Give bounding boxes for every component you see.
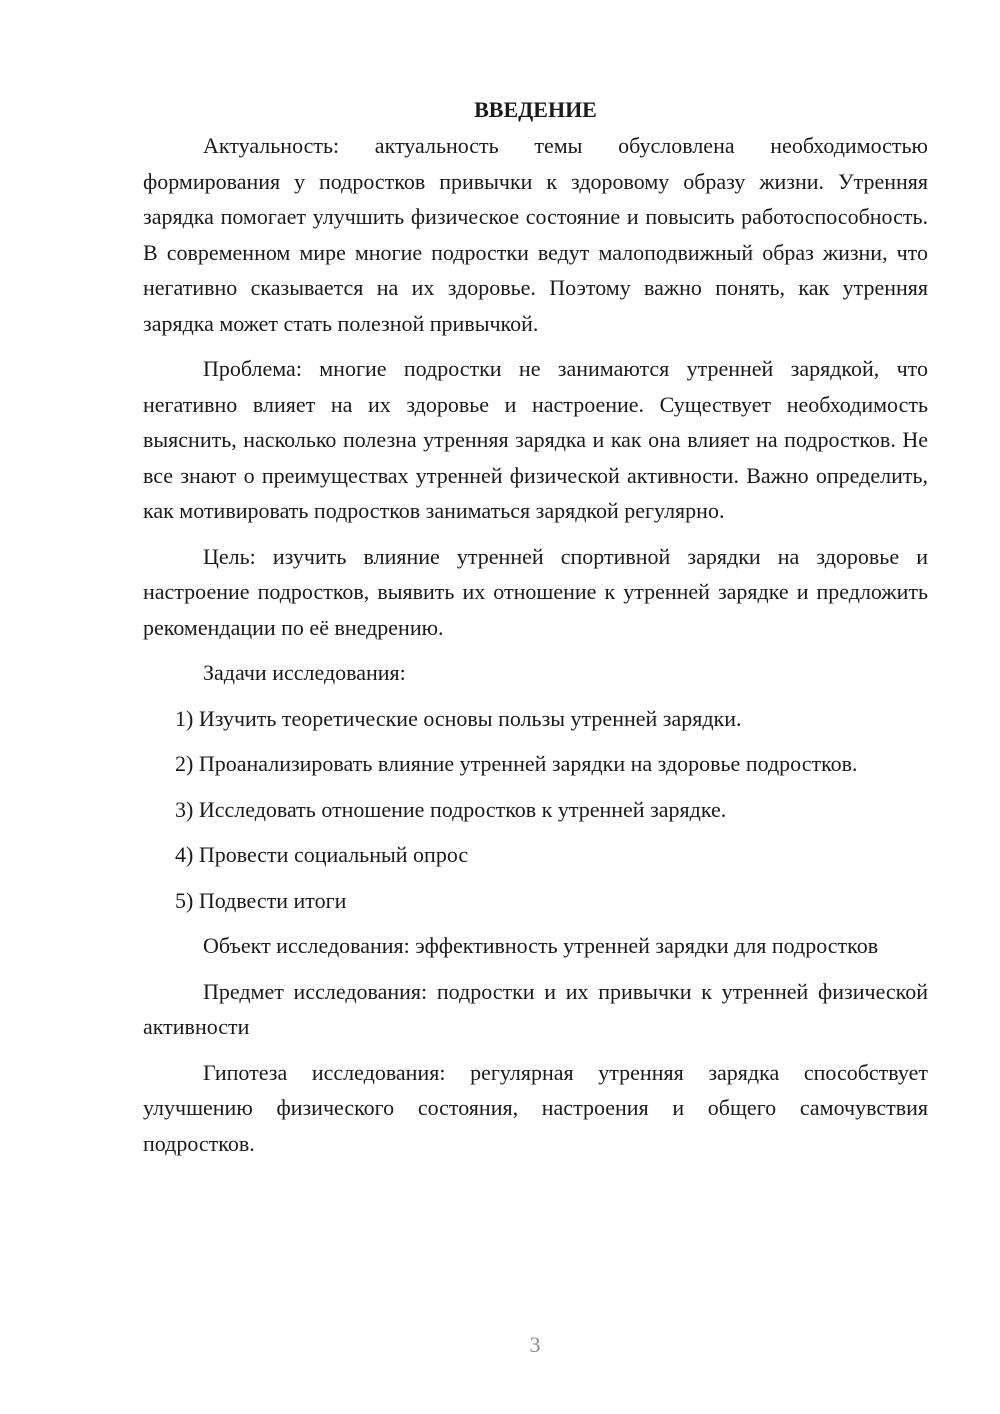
document-page	[143, 92, 928, 1171]
page-number: 3	[529, 1332, 541, 1357]
task-item-5: 5) Подвести итоги	[175, 887, 347, 913]
task-item-1: 1) Изучить теоретические основы пользы утренней зарядки.	[175, 705, 742, 731]
task-item-2: 2) Проанализировать влияние утренней зарядки на здоровье подростков.	[175, 751, 858, 776]
tasks-label: Задачи исследования:	[203, 660, 406, 685]
hypothesis-paragraph: Гипотеза исследования: регулярная утренняя зарядка способствует улучшению физического состояния, настроения и общего самочувствия подростков.	[143, 1059, 928, 1156]
goal-paragraph: Цель: изучить влияние утренней спортивной зарядки на здоровье и настроение подростков, выявить их отношение к утренней зарядке и предложить рекомендации по её внедрению.	[143, 543, 928, 640]
task-item-4: 4) Провести социальный опрос	[175, 842, 469, 867]
problem-paragraph: Проблема: многие подростки не занимаются утренней зарядкой, что негативно влияет на их здоровье и настроение. Существует необходимость выяснить, насколько полезна утренняя зарядка и как она влияет на подростков. Не все знают о преимуществах утренней физической активности. Важно определить, как мотивировать подростков заниматься зарядкой регулярно.	[143, 356, 928, 523]
task-item-3: 3) Исследовать отношение подростков к утренней зарядке.	[175, 796, 727, 822]
relevance-paragraph: Актуальность: актуальность темы обусловлена необходимостью формирования у подростков привычки к здоровому образу жизни. Утренняя зарядка помогает улучшить физическое состояние и повысить работоспособность. В современном мире многие подростки ведут малоподвижный образ жизни, что негативно сказывается на их здоровье. Поэтому важно понять, как утренняя зарядка может стать полезной привычкой.	[143, 133, 928, 336]
section-title: ВВЕДЕНИЕ	[474, 97, 597, 122]
subject-paragraph: Предмет исследования: подростки и их привычки к утренней физической активности	[143, 978, 928, 1039]
object-paragraph: Объект исследования: эффективность утренней зарядки для подростков	[203, 933, 879, 958]
